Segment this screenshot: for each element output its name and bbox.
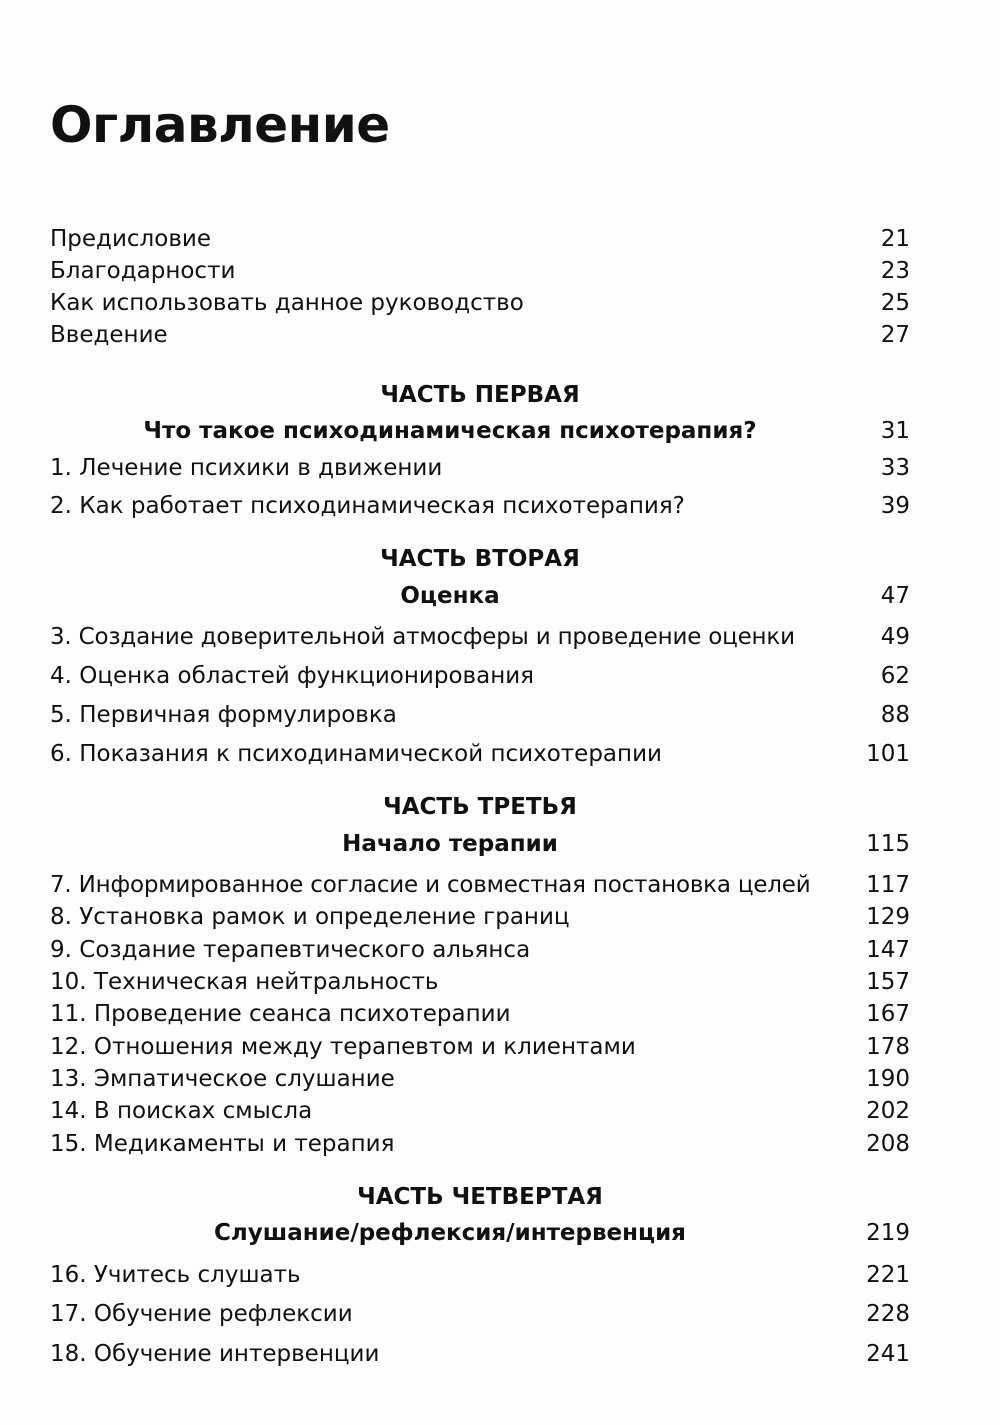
toc-entry-label: 16. Учитесь слушать	[50, 1262, 301, 1288]
part-title	[50, 1216, 910, 1250]
toc-entry-page: 62	[880, 663, 910, 689]
toc-entry-label: 2. Как работает психодинамическая психотерапия?	[50, 493, 685, 519]
toc-entry-page: 129	[866, 904, 910, 930]
toc-entry	[50, 900, 910, 934]
toc-entry	[50, 1127, 910, 1161]
toc-entry	[50, 254, 910, 288]
toc-entry-label: 9. Создание терапевтического альянса	[50, 937, 531, 963]
toc-entry	[50, 659, 910, 693]
toc-entry-label: Благодарности	[50, 258, 236, 284]
toc-entry-page: 49	[880, 624, 910, 650]
toc-entry-page: 23	[880, 258, 910, 284]
toc-entry-page: 117	[866, 872, 910, 898]
part-heading: ЧАСТЬ ПЕРВАЯ	[380, 382, 580, 408]
toc-entry-page: 33	[880, 455, 910, 481]
toc-entry-label: 3. Создание доверительной атмосферы и проведение оценки	[50, 624, 795, 650]
toc-entry-page: 190	[866, 1066, 910, 1092]
toc-entry	[50, 1062, 910, 1096]
part-heading: ЧАСТЬ ТРЕТЬЯ	[383, 794, 577, 820]
toc-entry-page: 167	[866, 1001, 910, 1027]
toc-entry-page: 27	[880, 322, 910, 348]
toc-entry-label: 4. Оценка областей функционирования	[50, 663, 535, 689]
part-title-label: Слушание/рефлексия/интервенция	[214, 1220, 686, 1246]
toc-entry	[50, 620, 910, 654]
part-heading: ЧАСТЬ ЧЕТВЕРТАЯ	[357, 1184, 603, 1210]
part-title-page: 31	[880, 418, 910, 444]
toc-entry	[50, 868, 910, 902]
toc-entry-label: 11. Проведение сеанса психотерапии	[50, 1001, 511, 1027]
toc-entry-page: 241	[866, 1341, 910, 1367]
toc-entry-page: 39	[880, 493, 910, 519]
page-title: Оглавление	[50, 96, 390, 154]
part-title-page: 115	[866, 831, 910, 857]
toc-entry	[50, 1258, 910, 1292]
toc-entry-label: 7. Информированное согласие и совместная постановка целей	[50, 872, 811, 898]
toc-entry	[50, 698, 910, 732]
toc-entry-page: 101	[866, 741, 910, 767]
toc-entry-page: 21	[880, 226, 910, 252]
toc-entry	[50, 933, 910, 967]
toc-entry-label: 15. Медикаменты и терапия	[50, 1131, 395, 1157]
toc-entry-label: 17. Обучение рефлексии	[50, 1301, 353, 1327]
toc-entry-page: 221	[866, 1262, 910, 1288]
toc-entry	[50, 1297, 910, 1331]
toc-entry	[50, 451, 910, 485]
toc-entry-label: 14. В поисках смысла	[50, 1098, 313, 1124]
part-title-page: 219	[866, 1220, 910, 1246]
toc-entry-label: 8. Установка рамок и определение границ	[50, 904, 570, 930]
toc-entry-page: 147	[866, 937, 910, 963]
part-title-label: Начало терапии	[342, 831, 558, 857]
toc-entry	[50, 222, 910, 256]
part-heading: ЧАСТЬ ВТОРАЯ	[380, 546, 580, 572]
toc-entry-label: 5. Первичная формулировка	[50, 702, 397, 728]
toc-entry-label: Как использовать данное руководство	[50, 290, 524, 316]
part-title	[50, 827, 910, 861]
toc-entry-page: 202	[866, 1098, 910, 1124]
part-title	[50, 414, 910, 448]
toc-entry	[50, 489, 910, 523]
part-title-label: Что такое психодинамическая психотерапия?	[143, 418, 757, 444]
part-title-page: 47	[880, 583, 910, 609]
toc-entry-label: 13. Эмпатическое слушание	[50, 1066, 395, 1092]
toc-entry-label: 18. Обучение интервенции	[50, 1341, 380, 1367]
toc-entry-label: Введение	[50, 322, 168, 348]
toc-entry	[50, 1030, 910, 1064]
part-title	[50, 579, 910, 613]
toc-entry	[50, 997, 910, 1031]
toc-entry-page: 157	[866, 969, 910, 995]
toc-entry	[50, 1094, 910, 1128]
toc-entry	[50, 965, 910, 999]
toc-entry-label: 10. Техническая нейтральность	[50, 969, 439, 995]
toc-entry	[50, 286, 910, 320]
toc-entry-page: 178	[866, 1034, 910, 1060]
part-title-label: Оценка	[400, 583, 500, 609]
toc-entry-label: 1. Лечение психики в движении	[50, 455, 443, 481]
toc-entry-page: 228	[866, 1301, 910, 1327]
toc-entry-page: 25	[880, 290, 910, 316]
toc-entry-label: Предисловие	[50, 226, 211, 252]
toc-entry	[50, 318, 910, 352]
toc-entry-label: 6. Показания к психодинамической психотерапии	[50, 741, 662, 767]
toc-entry-label: 12. Отношения между терапевтом и клиентами	[50, 1034, 636, 1060]
toc-entry-page: 208	[866, 1131, 910, 1157]
toc-entry	[50, 737, 910, 771]
toc-entry-page: 88	[880, 702, 910, 728]
toc-entry	[50, 1337, 910, 1371]
